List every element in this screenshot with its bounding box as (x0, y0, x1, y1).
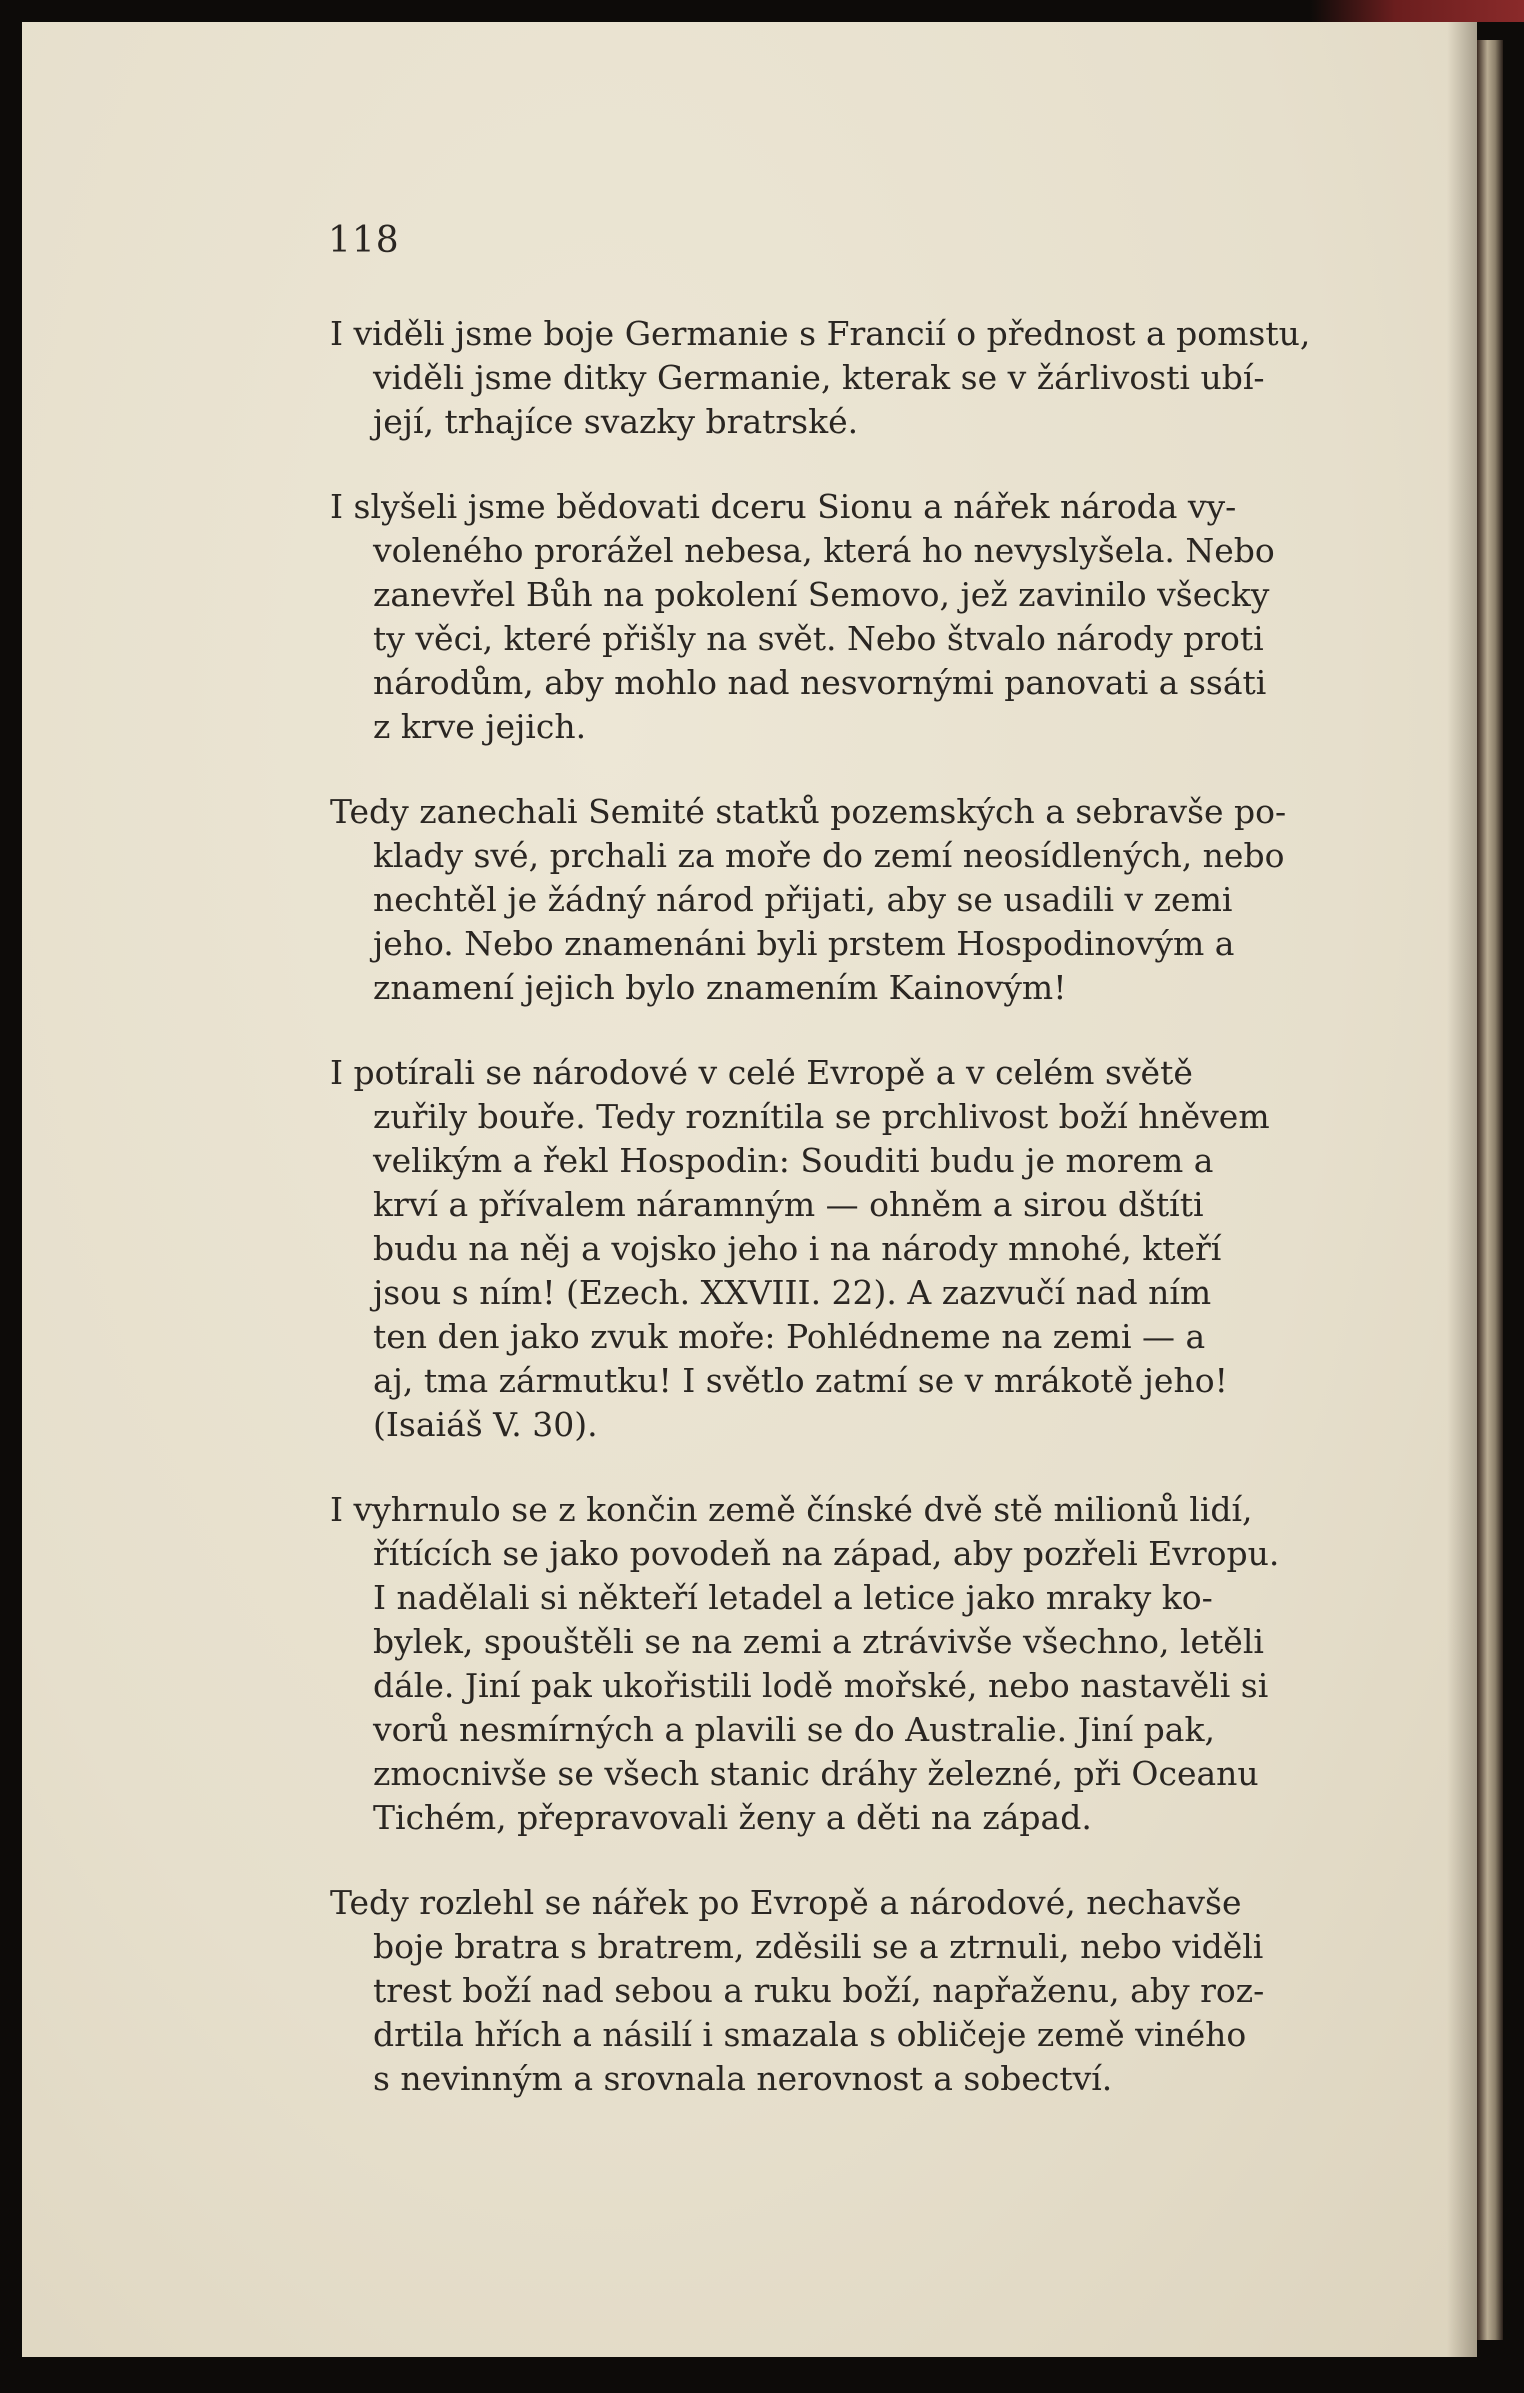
text-line: trest boží nad sebou a ruku boží, napřaženu, aby roz- (373, 1971, 1265, 2010)
text-line: krví a přívalem náramným — ohněm a sirou dštíti (373, 1185, 1204, 1224)
text-line: zanevřel Bůh na pokolení Semovo, jež zavinilo všecky (373, 575, 1270, 614)
text-line: Tichém, přepravovali ženy a děti na západ. (373, 1798, 1092, 1837)
text-line: aj, tma zármutku! I světlo zatmí se v mrákotě jeho! (373, 1361, 1228, 1400)
paragraph (330, 1488, 1390, 1840)
paragraph (330, 1881, 1390, 2101)
page-gutter-shadow (1447, 22, 1477, 2357)
text-line: jsou s ním! (Ezech. XXVIII. 22). A zazvučí nad ním (373, 1273, 1212, 1312)
text-line: řítících se jako povodeň na západ, aby pozřeli Evropu. (373, 1534, 1280, 1573)
text-line: I viděli jsme boje Germanie s Francií o přednost a pomstu, (330, 314, 1311, 353)
text-line: velikým a řekl Hospodin: Souditi budu je morem a (373, 1141, 1214, 1180)
text-line: I potírali se národové v celé Evropě a v celém světě (330, 1053, 1193, 1092)
text-line: vorů nesmírných a plavili se do Australie. Jiní pak, (373, 1710, 1215, 1749)
page-edge-strip (1477, 40, 1503, 2340)
text-line: její, trhajíce svazky bratrské. (373, 402, 859, 441)
text-line: ty věci, které přišly na svět. Nebo štvalo národy proti (373, 619, 1264, 658)
paragraph (330, 1051, 1390, 1447)
text-line: klady své, prchali za moře do zemí neosídlených, nebo (373, 836, 1285, 875)
text-line: I nadělali si někteří letadel a letice jako mraky ko- (373, 1578, 1213, 1617)
text-line: (Isaiáš V. 30). (373, 1405, 598, 1444)
body-text (330, 312, 1390, 2142)
text-line: I slyšeli jsme bědovati dceru Sionu a nářek národa vy- (330, 487, 1237, 526)
text-line: jeho. Nebo znamenáni byli prstem Hospodinovým a (373, 924, 1235, 963)
paragraph (330, 485, 1390, 749)
text-line: z krve jejich. (373, 707, 587, 746)
text-line: voleného prorážel nebesa, která ho nevyslyšela. Nebo (373, 531, 1275, 570)
text-line: I vyhrnulo se z končin země čínské dvě stě milionů lidí, (330, 1490, 1253, 1529)
text-line: viděli jsme ditky Germanie, kterak se v žárlivosti ubí- (373, 358, 1265, 397)
top-edge-mark (1310, 0, 1524, 22)
text-line: zmocnivše se všech stanic dráhy železné, při Oceanu (373, 1754, 1259, 1793)
paragraph (330, 312, 1390, 444)
text-line: Tedy zanechali Semité statků pozemských a sebravše po- (330, 792, 1287, 831)
text-line: ten den jako zvuk moře: Pohlédneme na zemi — a (373, 1317, 1206, 1356)
text-line: bylek, spouštěli se na zemi a ztrávivše všechno, letěli (373, 1622, 1264, 1661)
text-line: národům, aby mohlo nad nesvornými panovati a ssáti (373, 663, 1267, 702)
text-line: dále. Jiní pak ukořistili lodě mořské, nebo nastavěli si (373, 1666, 1269, 1705)
paragraph (330, 790, 1390, 1010)
text-line: s nevinným a srovnala nerovnost a sobectví. (373, 2059, 1113, 2098)
text-line: znamení jejich bylo znamením Kainovým! (373, 968, 1067, 1007)
text-line: zuřily bouře. Tedy roznítila se prchlivost boží hněvem (373, 1097, 1270, 1136)
text-line: drtila hřích a násilí i smazala s obličeje země viného (373, 2015, 1247, 2054)
text-line: boje bratra s bratrem, zděsili se a ztrnuli, nebo viděli (373, 1927, 1264, 1966)
text-line: Tedy rozlehl se nářek po Evropě a národové, nechavše (330, 1883, 1242, 1922)
book-page (22, 22, 1477, 2357)
page-number: 118 (328, 220, 400, 261)
text-line: budu na něj a vojsko jeho i na národy mnohé, kteří (373, 1229, 1222, 1268)
text-line: nechtěl je žádný národ přijati, aby se usadili v zemi (373, 880, 1233, 919)
